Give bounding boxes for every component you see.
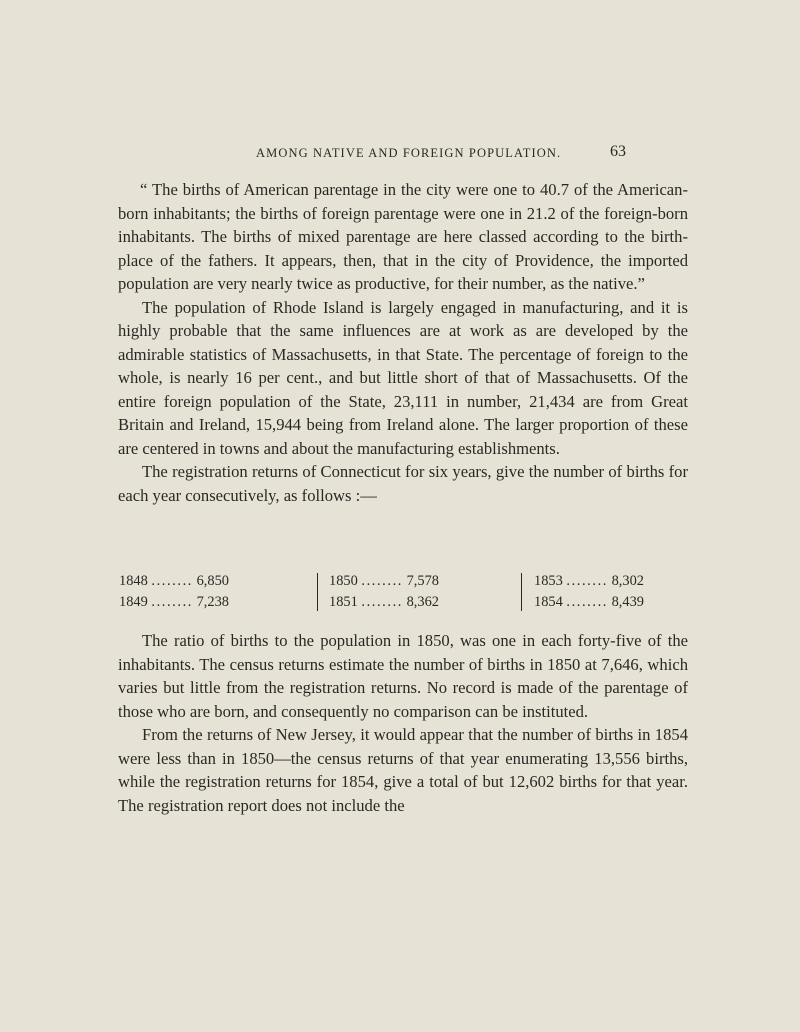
births-table	[119, 571, 659, 615]
births-value: 8,439	[611, 594, 644, 610]
table-column	[534, 571, 644, 613]
year: 1853	[534, 573, 563, 589]
paragraph: The ratio of births to the population in 1850, was one in each forty-five of the inhabitants. The census returns estimate the number of births in 1850 at 7,646, which varies but little from the registration returns. No record is made of the parentage of those who are born, and consequently no comparison can be instituted.	[118, 631, 688, 721]
table-entry	[119, 571, 229, 592]
year: 1854	[534, 594, 563, 610]
births-value: 8,302	[611, 573, 644, 589]
births-value: 8,362	[406, 594, 439, 610]
paragraph: The registration returns of Connecticut for six years, give the number of births for each year consecutively, as follows :—	[118, 462, 688, 505]
column-divider	[521, 573, 522, 611]
year: 1848	[119, 573, 148, 589]
table-entry	[329, 571, 439, 592]
paragraph: “ The births of American parentage in the city were one to 40.7 of the American-born inhabitants; the births of foreign parentage were one in 21.2 of the foreign-born inhabitants. The births of mixed parentage are here classed according to the birth-place of the fathers. It appears, then, that in the city of Providence, the imported population are very nearly twice as productive, for their number, as the native.”	[118, 180, 688, 293]
table-column	[119, 571, 229, 613]
leader-dots: ........	[151, 573, 193, 589]
leader-dots: ........	[566, 573, 608, 589]
table-entry	[534, 592, 644, 613]
body-text-bottom	[118, 629, 688, 817]
births-value: 7,578	[406, 573, 439, 589]
column-divider	[317, 573, 318, 611]
year: 1850	[329, 573, 358, 589]
paragraph: The population of Rhode Island is largely engaged in manufacturing, and it is highly probable that the same influences are at work as are developed by the admirable statistics of Massachusetts, in that State. The percentage of foreign to the whole, is nearly 16 per cent., and but little short of that of Massachusetts. Of the entire foreign population of the State, 23,111 in number, 21,434 are from Great Britain and Ireland, 15,944 being from Ireland alone. The larger proportion of these are centered in towns and about the manufacturing establishments.	[118, 297, 688, 458]
page-number: 63	[610, 143, 626, 160]
leader-dots: ........	[566, 594, 608, 610]
running-head: AMONG NATIVE AND FOREIGN POPULATION.	[256, 146, 562, 160]
body-text-top	[118, 178, 688, 507]
leader-dots: ........	[151, 594, 193, 610]
table-entry	[329, 592, 439, 613]
table-entry	[119, 592, 229, 613]
year: 1851	[329, 594, 358, 610]
table-entry	[534, 571, 644, 592]
births-value: 6,850	[196, 573, 229, 589]
table-column	[329, 571, 439, 613]
leader-dots: ........	[361, 594, 403, 610]
paragraph: From the returns of New Jersey, it would appear that the number of births in 1854 were less than in 1850—the census returns of that year enumerating 13,556 births, while the registration returns for 1854, give a total of but 12,602 births for that year. The registration report does not include the	[118, 725, 688, 815]
year: 1849	[119, 594, 148, 610]
births-value: 7,238	[196, 594, 229, 610]
leader-dots: ........	[361, 573, 403, 589]
